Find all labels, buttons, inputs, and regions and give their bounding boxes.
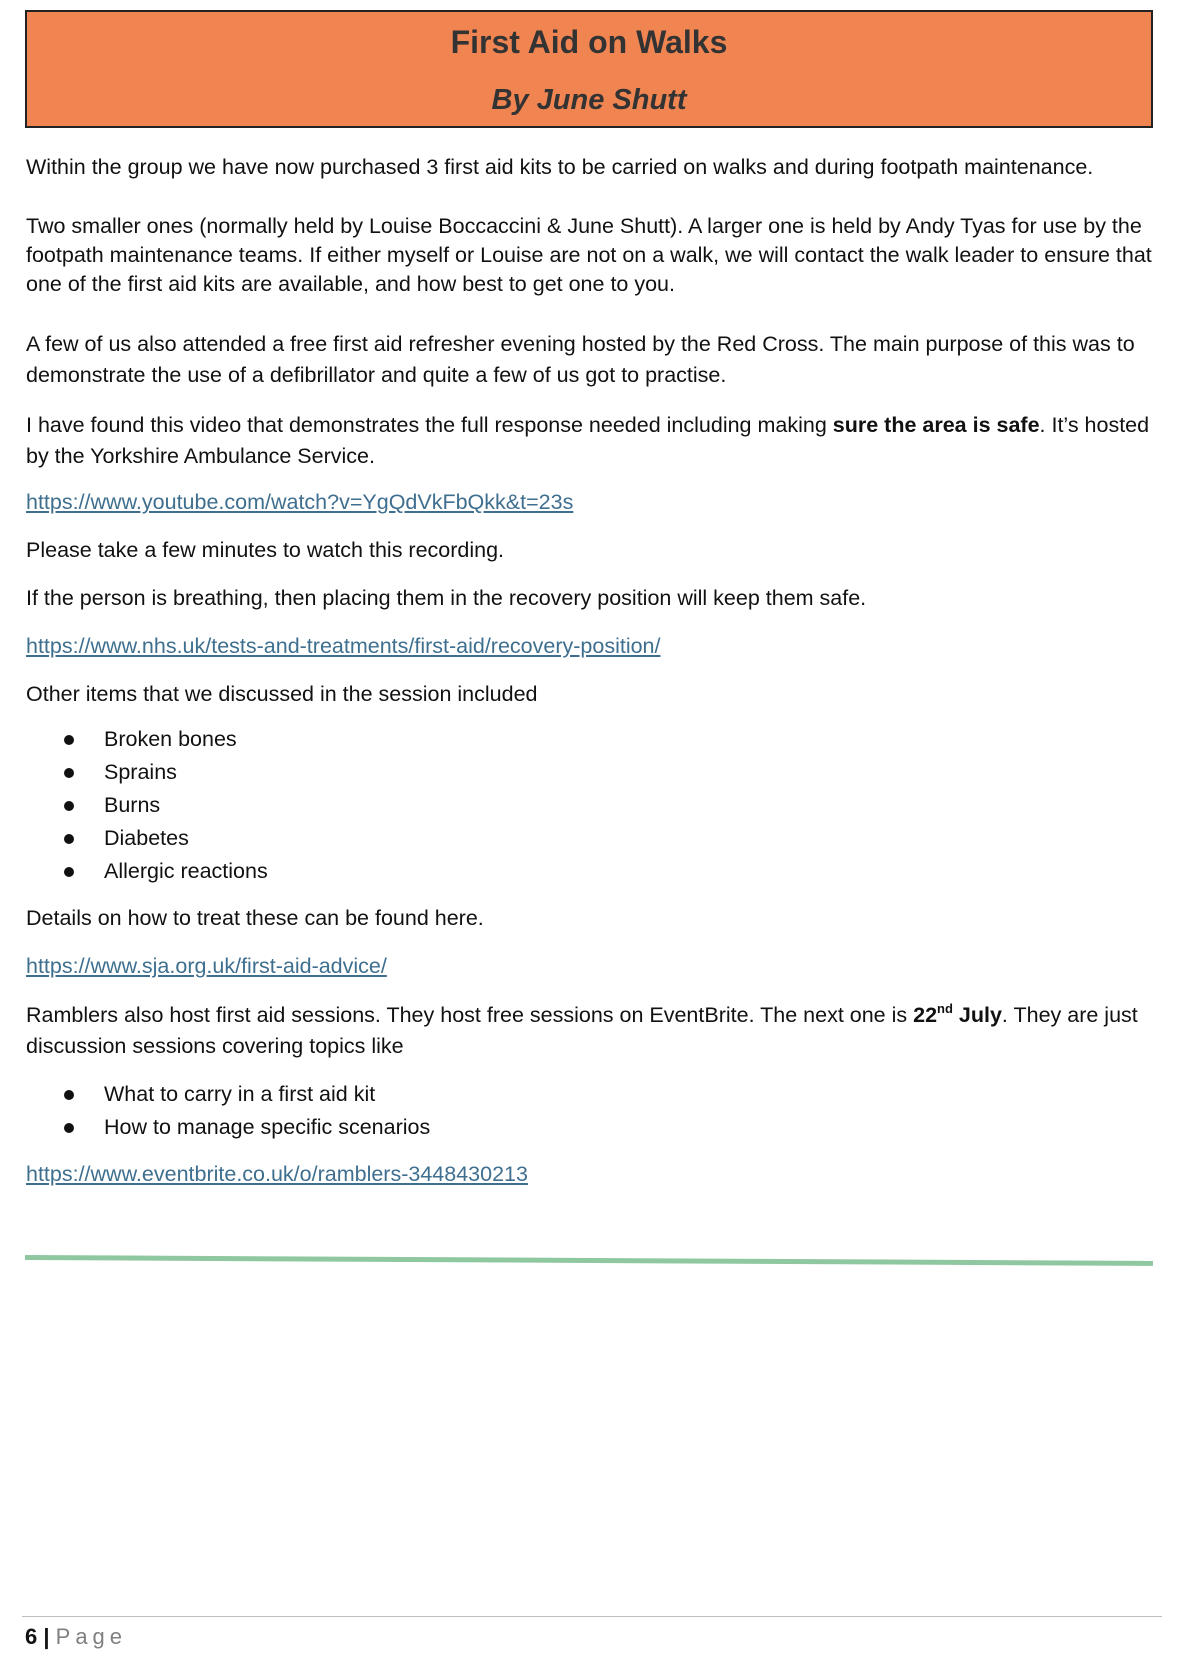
bullet-icon <box>64 867 74 877</box>
video-text-start: I have found this video that demonstrates the full response needed including making <box>26 413 833 437</box>
list-item-text: Burns <box>104 793 161 817</box>
page-word: Page <box>55 1624 128 1649</box>
list-item <box>26 1111 1162 1144</box>
ramblers-text-end: . They are just discussion sessions covering topics like <box>26 1003 1138 1058</box>
list-item-text: Broken bones <box>104 727 237 751</box>
ramblers-text-start: Ramblers also host first aid sessions. They host free sessions on EventBrite. The next one is <box>26 1003 914 1027</box>
paragraph-ramblers <box>26 1000 1162 1062</box>
topics-list <box>26 723 1162 888</box>
bullet-icon <box>64 1090 74 1100</box>
list-item <box>26 1078 1162 1111</box>
list-item-text: Sprains <box>104 760 177 784</box>
ramblers-date <box>913 1003 1002 1027</box>
paragraph-recovery: If the person is breathing, then placing them in the recovery position will keep them safe. <box>26 586 867 610</box>
page-footer <box>25 1622 127 1652</box>
paragraph-video <box>26 410 1162 472</box>
nhs-link[interactable]: https://www.nhs.uk/tests-and-treatments/first-aid/recovery-position/ <box>26 634 661 658</box>
link-paragraph-youtube <box>26 488 1162 517</box>
bullet-icon <box>64 801 74 811</box>
link-paragraph-eventbrite <box>26 1160 1162 1189</box>
list-item-text: How to manage specific scenarios <box>104 1115 431 1139</box>
ramblers-date-month: July <box>952 1003 1002 1027</box>
ramblers-topics-list <box>26 1078 1162 1144</box>
link-paragraph-nhs <box>26 632 1162 661</box>
video-text-end: . It’s hosted by the Yorkshire Ambulance Service. <box>26 413 1150 468</box>
bullet-icon <box>64 735 74 745</box>
list-item <box>26 855 1162 888</box>
article-byline: By June Shutt <box>491 84 687 116</box>
list-item-text: Diabetes <box>104 826 189 850</box>
page-number: 6 <box>25 1624 38 1649</box>
list-item <box>26 723 1162 756</box>
paragraph-watch: Please take a few minutes to watch this recording. <box>26 538 505 562</box>
link-paragraph-sja <box>26 952 1162 981</box>
ramblers-date-suffix: nd <box>937 1001 953 1016</box>
ramblers-date-day: 22 <box>913 1003 938 1027</box>
video-text-bold: sure the area is safe <box>832 413 1040 437</box>
youtube-link[interactable]: https://www.youtube.com/watch?v=YgQdVkFbQkk&t=23s <box>26 490 574 514</box>
article-body <box>26 153 1162 1189</box>
list-item-text: Allergic reactions <box>104 859 268 883</box>
paragraph-red-cross: A few of us also attended a free first aid refresher evening hosted by the Red Cross. The main purpose of this was to demonstrate the use of a defibrillator and quite a few of us got to practise. <box>26 332 1135 387</box>
title-banner <box>25 10 1153 128</box>
list-item-text: What to carry in a first aid kit <box>104 1082 376 1106</box>
list-item <box>26 789 1162 822</box>
article-title: First Aid on Walks <box>450 24 728 60</box>
footer-separator: | <box>37 1624 56 1649</box>
paragraph-details: Details on how to treat these can be found here. <box>26 906 484 930</box>
footer-divider <box>22 1616 1162 1617</box>
section-divider <box>25 1255 1153 1266</box>
paragraph-kit-holders: Two smaller ones (normally held by Louise Boccaccini & June Shutt). A larger one is held by Andy Tyas for use by the footpath maintenance teams. If either myself or Louise are not on a walk, we will contact the walk leader to ensure that one of the first aid kits are available, and how best to get one to you. <box>26 214 1152 296</box>
list-item <box>26 822 1162 855</box>
bullet-icon <box>64 1123 74 1133</box>
bullet-icon <box>64 768 74 778</box>
eventbrite-link[interactable]: https://www.eventbrite.co.uk/o/ramblers-3448430213 <box>26 1162 528 1186</box>
bullet-icon <box>64 834 74 844</box>
paragraph-kits: Within the group we have now purchased 3 first aid kits to be carried on walks and during footpath maintenance. <box>26 155 1094 179</box>
paragraph-other-items: Other items that we discussed in the session included <box>26 682 538 706</box>
sja-link[interactable]: https://www.sja.org.uk/first-aid-advice/ <box>26 954 387 978</box>
list-item <box>26 756 1162 789</box>
